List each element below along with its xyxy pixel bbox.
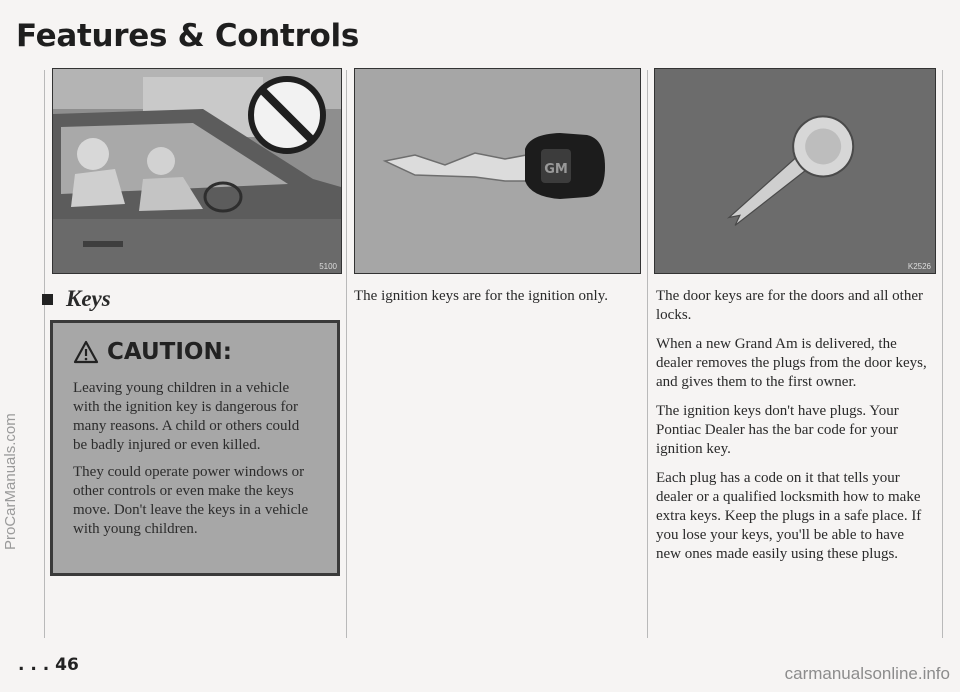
figure-code: K2526 — [907, 262, 931, 271]
heading-text: Keys — [66, 286, 111, 311]
section-heading-keys — [42, 286, 111, 312]
door-keys-text — [656, 287, 932, 574]
caution-paragraph: Leaving young children in a vehicle with the ignition key is dangerous for many reasons. A child or others could be badly injured or even killed. — [73, 380, 300, 453]
children-in-car-illustration — [52, 68, 342, 274]
site-watermark: carmanualsonline.info — [784, 664, 950, 683]
body-paragraph: The ignition keys are for the ignition only. — [354, 288, 608, 304]
ignition-keys-text — [354, 287, 644, 316]
body-paragraph: The ignition keys don't have plugs. Your Pontiac Dealer has the bar code for your ignition key. — [656, 403, 899, 457]
caution-title: CAUTION: — [107, 339, 232, 365]
body-paragraph: Each plug has a code on it that tells your dealer or a qualified locksmith how to make extra keys. Keep the plugs in a safe place. If you lose your keys, you'll be able to have new ones made easily using these plugs. — [656, 470, 922, 562]
column-divider — [942, 70, 943, 638]
gm-emblem: GM — [544, 162, 568, 177]
side-watermark: ProCarManuals.com — [2, 413, 19, 550]
page-title: Features & Controls — [16, 18, 360, 54]
bullet-icon — [42, 294, 53, 305]
caution-paragraph: They could operate power windows or other controls or even make the keys move. Don't leave the keys in a vehicle with young children. — [73, 464, 309, 537]
page-number: . . . 46 — [18, 655, 79, 675]
figure-code: 5100 — [319, 262, 337, 271]
column-divider — [346, 70, 347, 638]
column-divider — [44, 70, 45, 638]
warning-triangle-icon — [73, 340, 99, 364]
caution-box — [50, 320, 340, 576]
ignition-key-photo — [354, 68, 641, 274]
caution-header — [73, 339, 317, 365]
body-paragraph: The door keys are for the doors and all other locks. — [656, 288, 923, 323]
body-paragraph: When a new Grand Am is delivered, the dealer removes the plugs from the door keys, and gives them to the first owner. — [656, 336, 927, 390]
door-key-photo — [654, 68, 936, 274]
column-divider — [647, 70, 648, 638]
